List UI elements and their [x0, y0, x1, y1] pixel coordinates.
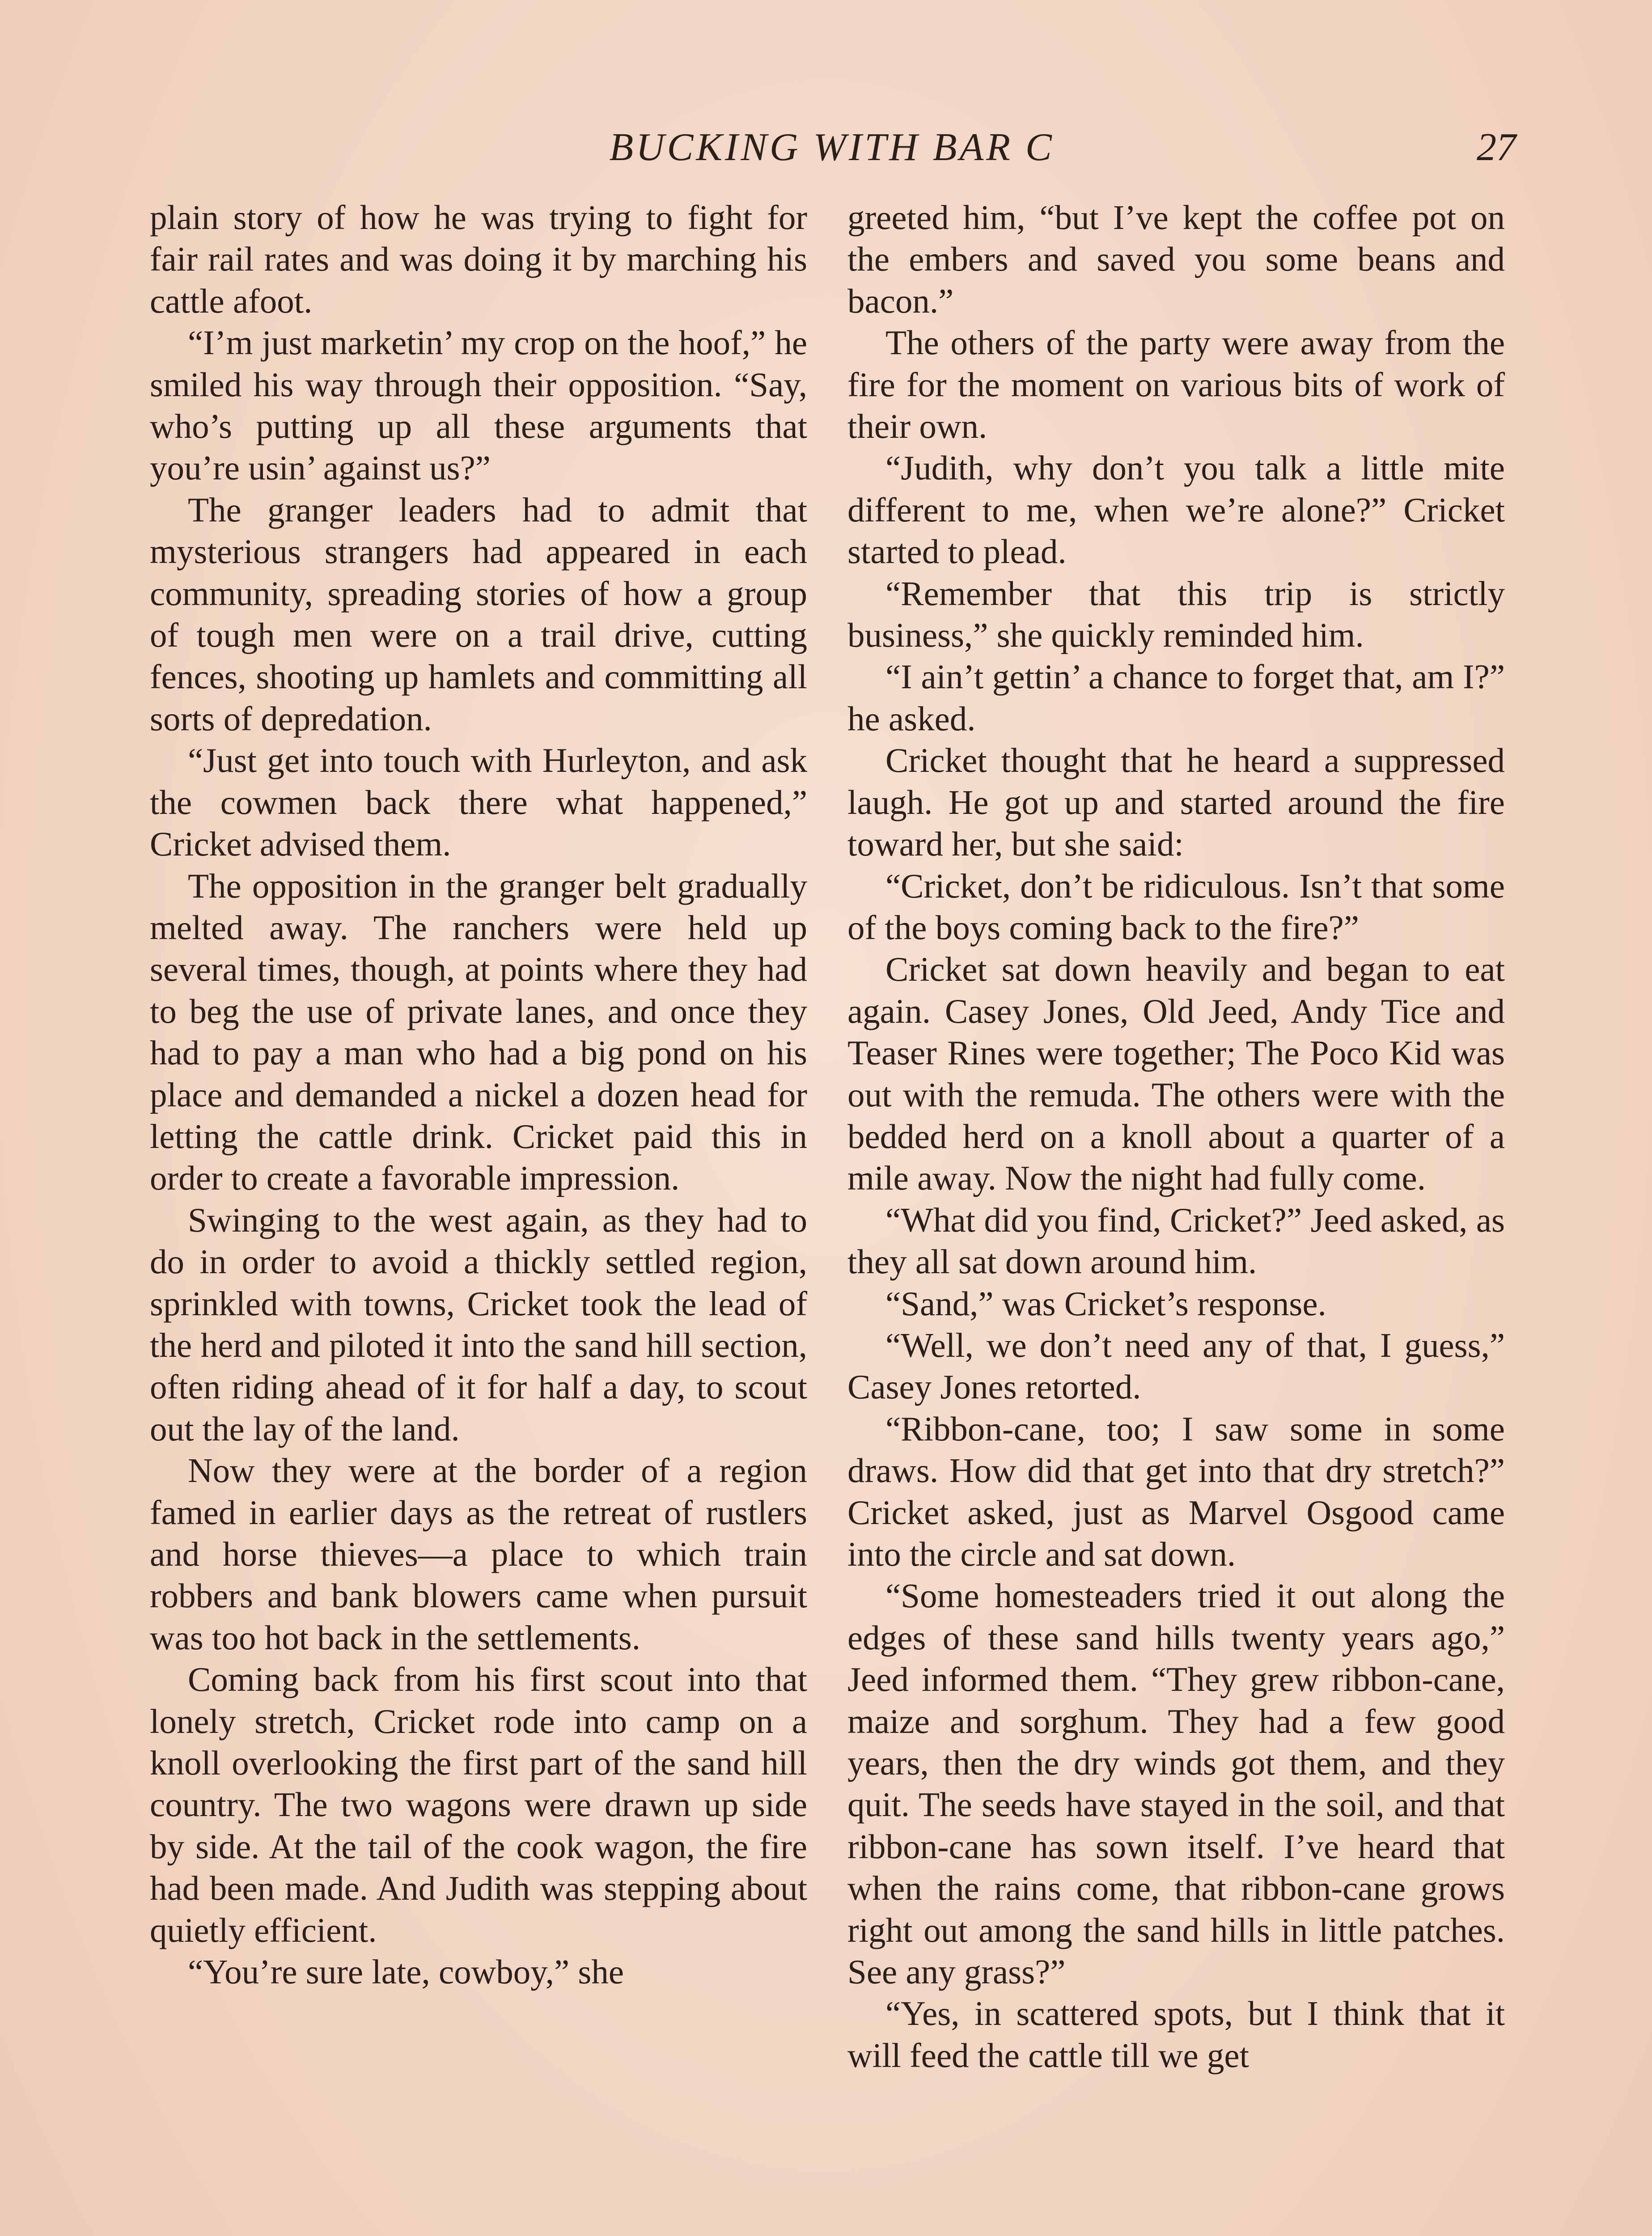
right-column [847, 197, 1505, 2076]
paragraph: “Remember that this trip is strictly business,” she quickly reminded him. [847, 574, 1505, 655]
paragraph: “You’re sure late, cowboy,” she [188, 1952, 624, 1991]
left-column [150, 197, 807, 1993]
paragraph: “Some homesteaders tried it out along the edges of these sand hills twenty years ago,” Jeed informed them. “They grew ribbon-cane, maize and sorghum. They had a few good years, then the dry winds got them, and they quit. The seeds have stayed in the soil, and that ribbon-cane has sown itself. I’ve heard that when the rains come, that ribbon-cane grows right out among the sand hills in little patches. See any grass?” [847, 1576, 1505, 1991]
page-number: 27 [1477, 126, 1516, 169]
paragraph: Swinging to the west again, as they had to do in order to avoid a thickly settled region, sprinkled with towns, Cricket took the lead of the herd and piloted it into the sand hill section, often riding ahead of it for half a day, to scout out the lay of the land. [150, 1200, 807, 1448]
paragraph: “Cricket, don’t be ridiculous. Isn’t that some of the boys coming back to the fire?” [847, 866, 1505, 947]
paragraph: “Well, we don’t need any of that, I guess,” Casey Jones retorted. [847, 1326, 1505, 1406]
paragraph: “I’m just marketin’ my crop on the hoof,” he smiled his way through their opposition. “Say, who’s putting up all these arguments that you’re usin’ against us?” [150, 323, 807, 487]
paragraph: “Judith, why don’t you talk a little mite different to me, when we’re alone?” Cricket started to plead. [847, 449, 1505, 571]
paragraph: The opposition in the granger belt gradually melted away. The ranchers were held up several times, though, at points where they had to beg the use of private lanes, and once they had to pay a man who had a big pond on his place and demanded a nickel a dozen head for letting the cattle drink. Cricket paid this in order to create a favorable impression. [150, 866, 807, 1198]
paragraph: “Ribbon-cane, too; I saw some in some draws. How did that get into that dry stretch?” Cricket asked, just as Marvel Osgood came into the circle and sat down. [847, 1409, 1505, 1573]
paragraph: plain story of how he was trying to fight for fair rail rates and was doing it by marching his cattle afoot. [150, 198, 807, 320]
paragraph: The granger leaders had to admit that mysterious strangers had appeared in each community, spreading stories of how a group of tough men were on a trail drive, cutting fences, shooting up hamlets and committing all sorts of depredation. [150, 490, 807, 738]
paragraph: “I ain’t gettin’ a chance to forget that, am I?” he asked. [847, 657, 1505, 738]
paragraph: Cricket sat down heavily and began to eat again. Casey Jones, Old Jeed, Andy Tice and Teaser Rines were together; The Poco Kid was out with the remuda. The others were with the bedded herd on a knoll about a quarter of a mile away. Now the night had fully come. [847, 950, 1505, 1198]
paragraph: greeted him, “but I’ve kept the coffee pot on the embers and saved you some beans and bacon.” [847, 198, 1505, 320]
paragraph: Coming back from his first scout into that lonely stretch, Cricket rode into camp on a knoll overlooking the first part of the sand hill country. The two wagons were drawn up side by side. At the tail of the cook wagon, the fire had been made. And Judith was stepping about quietly efficient. [150, 1660, 807, 1949]
paragraph: “What did you find, Cricket?” Jeed asked, as they all sat down around him. [847, 1200, 1505, 1281]
page-header [148, 121, 1516, 174]
paragraph: Now they were at the border of a region famed in earlier days as the retreat of rustlers and horse thieves—a place to which train robbers and bank blowers came when pursuit was too hot back in the settlements. [150, 1451, 807, 1657]
paragraph: The others of the party were away from the fire for the moment on various bits of work of their own. [847, 323, 1505, 446]
paragraph: Cricket thought that he heard a suppressed laugh. He got up and started around the fire toward her, but she said: [847, 741, 1505, 864]
paragraph: “Just get into touch with Hurleyton, and ask the cowmen back there what happened,” Cricket advised them. [150, 741, 807, 864]
paragraph: “Yes, in scattered spots, but I think that it will feed the cattle till we get [847, 1994, 1505, 2075]
paragraph: “Sand,” was Cricket’s response. [885, 1284, 1326, 1323]
running-title: BUCKING WITH BAR C [609, 126, 1055, 169]
